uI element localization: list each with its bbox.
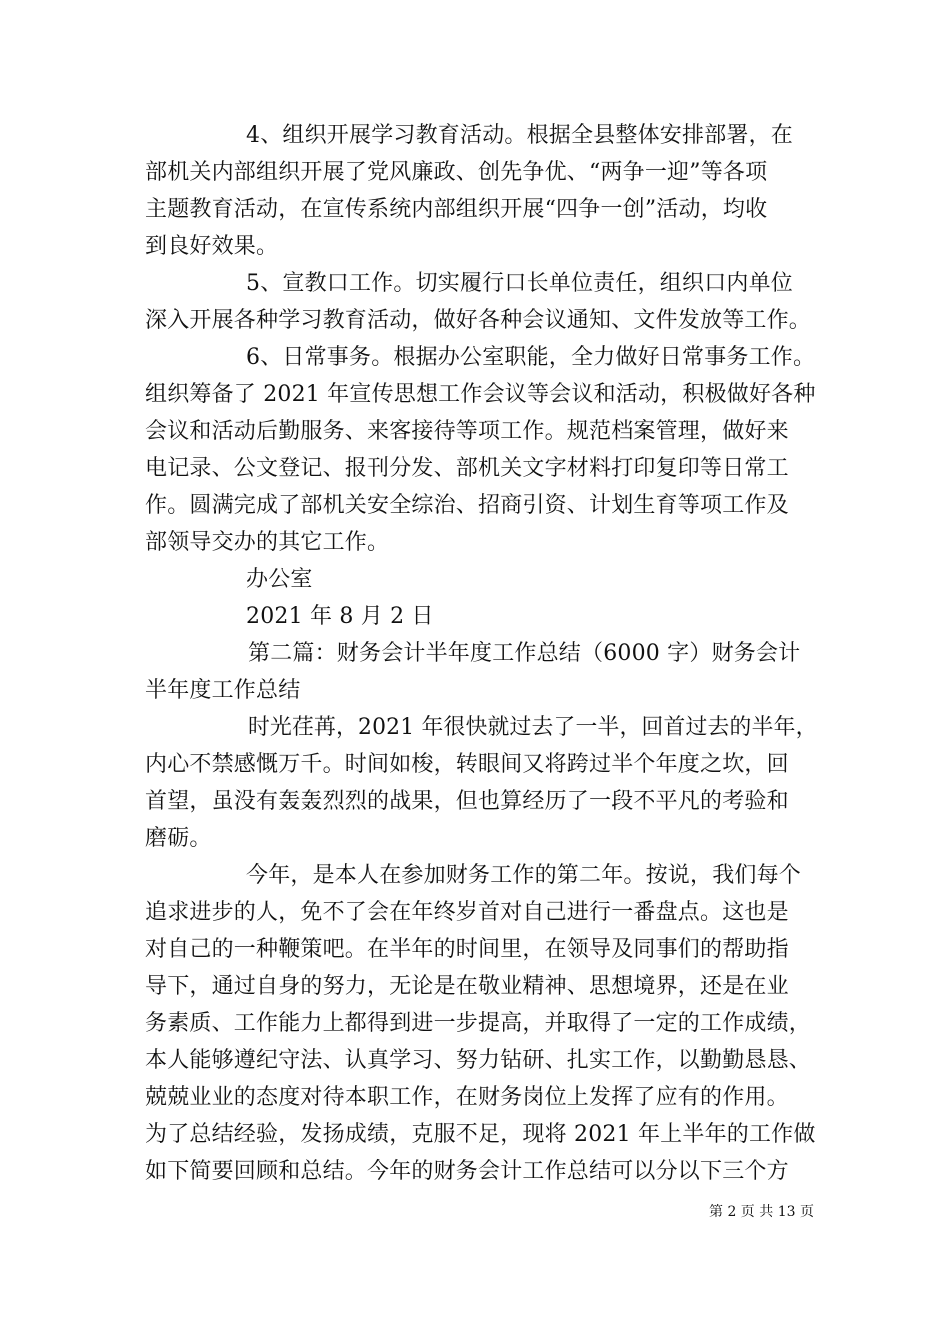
- text-line: 5、宣教口工作。切实履行口长单位责任，组织口内单位: [246, 271, 793, 296]
- text-line: 作。圆满完成了部机关安全综治、招商引资、计划生育等项工作及: [145, 493, 789, 518]
- text-line: 内心不禁感慨万千。时间如梭，转眼间又将跨过半个年度之坎，回: [145, 752, 789, 777]
- section-title: 第二篇：财务会计半年度工作总结（6000 字）财务会计: [248, 641, 801, 666]
- text-line: 如下简要回顾和总结。今年的财务会计工作总结可以分以下三个方: [145, 1159, 789, 1184]
- text-line: 本人能够遵纪守法、认真学习、努力钻研、扎实工作，以勤勤恳恳、: [145, 1048, 812, 1073]
- text-line: 电记录、公文登记、报刊分发、部机关文字材料打印复印等日常工: [145, 456, 789, 481]
- text-line: 4、组织开展学习教育活动。根据全县整体安排部署，在: [246, 123, 793, 148]
- text-line: 深入开展各种学习教育活动，做好各种会议通知、文件发放等工作。: [145, 308, 812, 333]
- page-number-footer: 第 2 页 共 13 页: [709, 1204, 814, 1220]
- text-line: 到良好效果。: [145, 234, 279, 259]
- signature-office: 办公室: [246, 567, 313, 592]
- text-line: 为了总结经验，发扬成绩，克服不足，现将 2021 年上半年的工作做: [145, 1122, 816, 1147]
- text-line: 时光荏苒，2021 年很快就过去了一半，回首过去的半年，: [248, 715, 818, 740]
- text-line: 组织筹备了 2021 年宣传思想工作会议等会议和活动，积极做好各种: [145, 382, 816, 407]
- text-line: 追求进步的人，免不了会在年终岁首对自己进行一番盘点。这也是: [145, 900, 789, 925]
- text-line: 部机关内部组织开展了党风廉政、创先争优、“两争一迎”等各项: [145, 160, 768, 185]
- text-line: 首望，虽没有轰轰烈烈的战果，但也算经历了一段不平凡的考验和: [145, 789, 789, 814]
- text-line: 部领导交办的其它工作。: [145, 530, 390, 555]
- text-line: 对自己的一种鞭策吧。在半年的时间里，在领导及同事们的帮助指: [145, 937, 789, 962]
- text-line: 6、日常事务。根据办公室职能，全力做好日常事务工作。: [246, 345, 816, 370]
- text-line: 磨砺。: [145, 826, 212, 851]
- text-line: 主题教育活动，在宣传系统内部组织开展“四争一创”活动，均收: [145, 197, 768, 222]
- text-line: 务素质、工作能力上都得到进一步提高，并取得了一定的工作成绩，: [145, 1011, 812, 1036]
- text-line: 会议和活动后勤服务、来客接待等项工作。规范档案管理，做好来: [145, 419, 789, 444]
- text-line: 导下，通过自身的努力，无论是在敬业精神、思想境界，还是在业: [145, 974, 789, 999]
- text-line: 今年，是本人在参加财务工作的第二年。按说，我们每个: [246, 863, 802, 888]
- section-title-continued: 半年度工作总结: [145, 678, 301, 703]
- signature-date: 2021 年 8 月 2 日: [246, 604, 434, 629]
- text-line: 兢兢业业的态度对待本职工作，在财务岗位上发挥了应有的作用。: [145, 1085, 789, 1110]
